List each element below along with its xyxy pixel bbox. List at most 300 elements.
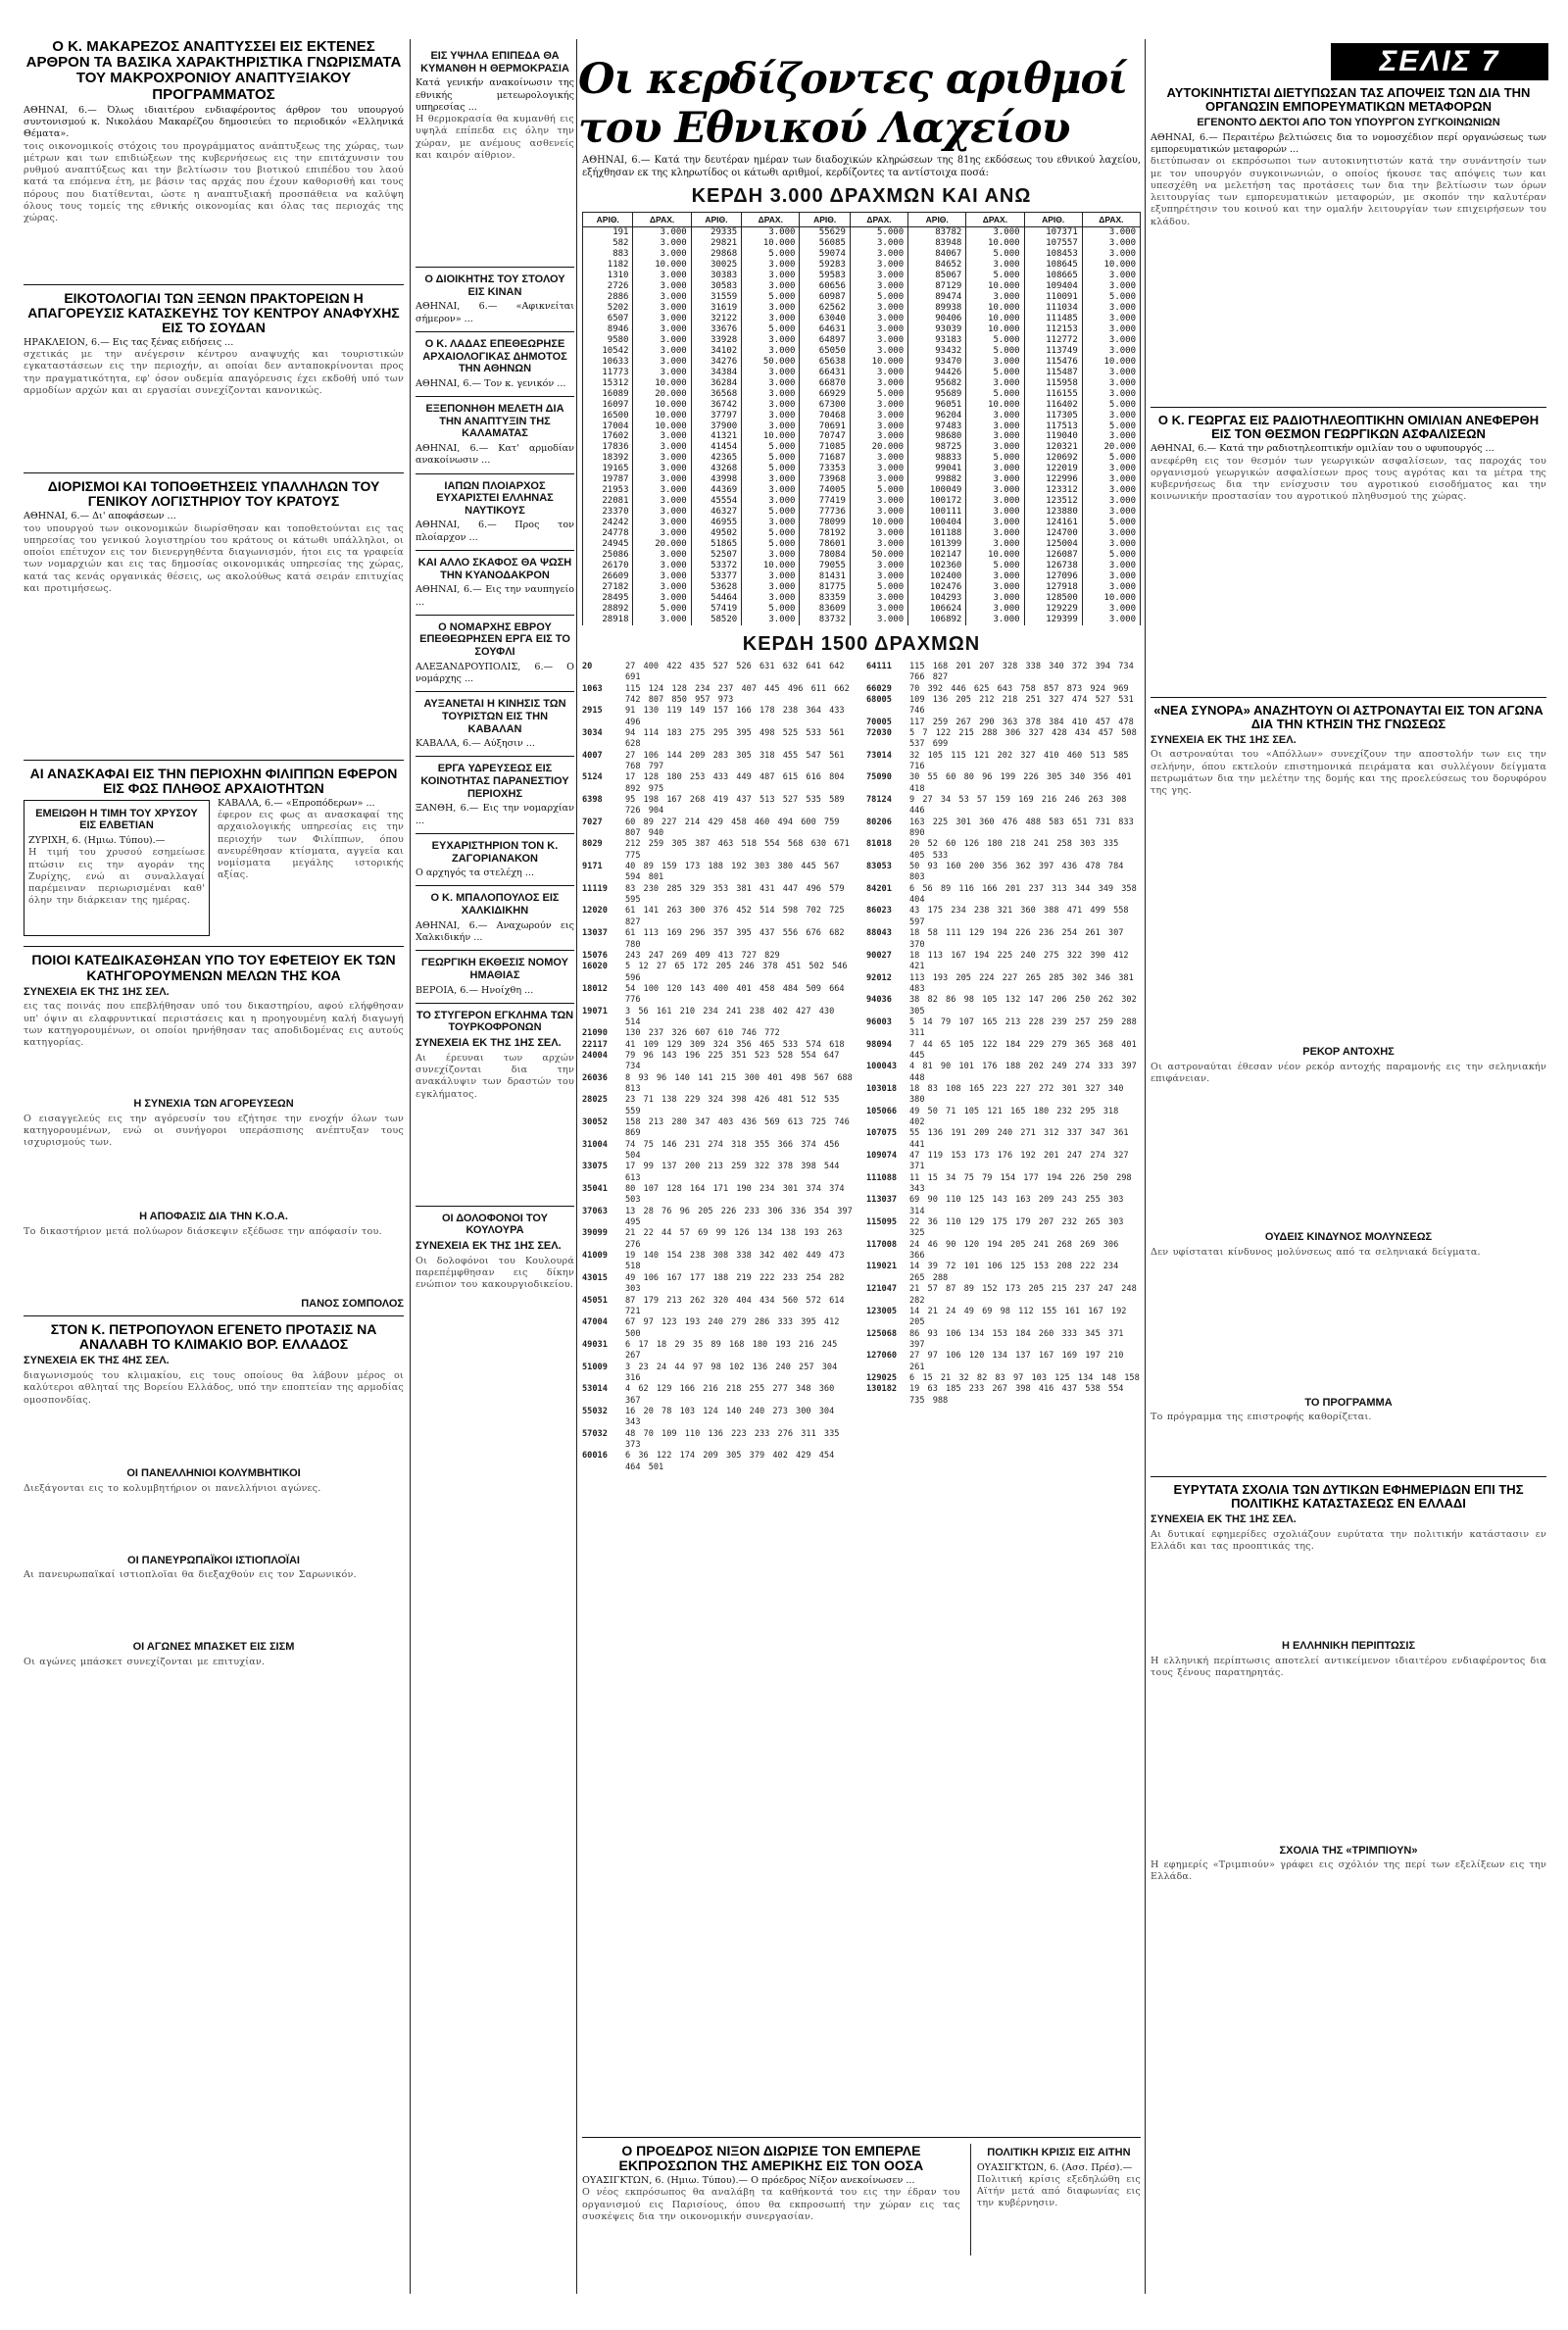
prize-amount: 3.000: [633, 431, 691, 442]
prize-group-key: 39099: [582, 1228, 608, 1239]
haiti-box: [970, 2144, 1141, 2256]
ticket-number: 56085: [800, 238, 850, 249]
prize-amount: 3.000: [742, 582, 800, 593]
prize-amount: 3.000: [633, 346, 691, 357]
prize-group-row: [866, 1151, 1141, 1173]
ticket-number: 102147: [908, 550, 966, 561]
ticket-number: 43998: [691, 474, 741, 485]
prize-group-numbers: 163 225 301 360 476 488 583 651 731 833 890: [909, 817, 1134, 839]
prize-amount: 3.000: [633, 357, 691, 368]
prize-group-numbers: 4 62 129 166 216 218 255 277 348 360 367: [625, 1384, 835, 1406]
divider: [416, 550, 574, 551]
article-text-sxolia-3: Η εφημερίς «Τριμπιούν» γράφει εις σχόλιόν της περί των εξελίξεων εις την Ελλάδα.: [1151, 1859, 1546, 1883]
prize-group-key: 123005: [866, 1306, 898, 1316]
ticket-number: 117513: [1024, 421, 1082, 432]
prize-group-row: [582, 1184, 857, 1207]
prize-amount: 10.000: [966, 238, 1024, 249]
prize-group-row: [582, 1162, 857, 1184]
ticket-number: 34102: [691, 346, 741, 357]
prize-amount: 3.000: [850, 271, 907, 281]
prize-group-key: 15076: [582, 950, 608, 961]
prize-group-key: 90027: [866, 950, 892, 961]
prize-amount: 3.000: [966, 507, 1024, 518]
prize-3000-title: ΚΕΡΔΗ 3.000 ΔΡΑΧΜΩΝ ΚΑΙ ΑΝΩ: [691, 185, 1032, 208]
prize-group-key: 70005: [866, 717, 892, 727]
ticket-number: 99882: [908, 474, 966, 485]
prize-group-numbers: 27 97 106 120 134 137 167 169 197 210 261: [909, 1351, 1124, 1372]
prize-amount: 10.000: [1082, 357, 1140, 368]
headline-sxolia: ΕΥΡΥΤΑΤΑ ΣΧΟΛΙΑ ΤΩΝ ΔΥΤΙΚΩΝ ΕΦΗΜΕΡΙΔΩΝ ΕΠΙ ΤΗΣ ΠΟΛΙΤΙΚΗΣ ΚΑΤΑΣΤΑΣΕΩΣ ΕΝ ΕΛΛΑΔΙ: [1173, 1482, 1524, 1512]
ticket-number: 71687: [800, 453, 850, 464]
prize-amount: 5.000: [966, 249, 1024, 260]
prize-group-row: [866, 1195, 1141, 1217]
prize-amount: 3.000: [850, 474, 907, 485]
ticket-number: 100111: [908, 507, 966, 518]
prize-amount: 5.000: [742, 453, 800, 464]
prize-group-row: [866, 1107, 1141, 1129]
prize-table-row: [583, 604, 1141, 615]
prize-table-header-cell: ΑΡΙΘ.: [583, 213, 633, 227]
ticket-number: 60987: [800, 292, 850, 303]
prize-table-row: [583, 485, 1141, 496]
prize-group-key: 81018: [866, 839, 892, 850]
ticket-number: 2886: [583, 292, 633, 303]
prize-amount: 3.000: [633, 281, 691, 292]
prize-group-numbers: 115 168 201 207 328 338 340 372 394 734 766 827: [909, 661, 1134, 683]
ticket-number: 120692: [1024, 453, 1082, 464]
headline-sudan: ΕΙΚΟΤΟΛΟΓΙΑΙ ΤΩΝ ΞΕΝΩΝ ΠΡΑΚΤΟΡΕΙΩΝ Η ΑΠΑΓΟΡΕΥΣΙΣ ΚΑΤΑΣΚΕΥΗΣ ΤΟΥ ΚΕΝΤΡΟΥ ΑΝΑΦΥΧΗΣ ΕΙΣ ΤΟ ΣΟΥΔΑΝ: [27, 289, 400, 335]
prize-amount: 50.000: [742, 357, 800, 368]
headline-makarezos: Ο Κ. ΜΑΚΑΡΕΖΟΣ ΑΝΑΠΤΥΣΣΕΙ ΕΙΣ ΕΚΤΕΝΕΣ ΑΡΘΡΟΝ ΤΑ ΒΑΣΙΚΑ ΧΑΡΑΚΤΗΡΙΣΤΙΚΑ ΓΝΩΡΙΣΜΑΤΑ ΤΟΥ ΜΑΚΡΟΧΡΟΝΙΟΥ ΑΝΑΠΤΥΞΙΑΚΟΥ ΠΡΟΓΡΑΜΜΑΤΟΣ: [25, 39, 402, 103]
prize-table-row: [583, 249, 1141, 260]
prize-amount: 3.000: [850, 496, 907, 507]
prize-amount: 10.000: [633, 421, 691, 432]
article-text-makarezos: τοις οικονομικοίς στόχοις του προγράμματος ανάπτυξεως της χώρας, των μέτρων και των επιδιώξεων της κυβερνήσεως εις την επιτάχυνσιν του ρυθμού αναπτύξεως και την βελτίωσιν του βιοτικού επιπέδου του λαού κατά τα επόμενα έτη, με βάσιν τας αρχάς που έχουν καθορισθή και τους πόρους που διατίθενται, ώστε η αναπτυξιακή προσπάθεια να καλύψη όλους τους τομείς της εθνικής οικονομίας και όλας τας περιοχάς της χώρας.: [24, 140, 404, 224]
ticket-number: 78084: [800, 550, 850, 561]
ticket-number: 102400: [908, 571, 966, 582]
ticket-number: 10542: [583, 346, 633, 357]
ticket-number: 116155: [1024, 389, 1082, 400]
prize-group-row: [866, 684, 1141, 695]
lead-kavala: ΚΑΒΑΛΑ, 6.— Αύξησιν ...: [416, 738, 535, 750]
ticket-number: 883: [583, 249, 633, 260]
prize-group-key: 16020: [582, 962, 608, 972]
egklima-continuation: ΣΥΝΕΧΕΙΑ ΕΚ ΤΗΣ 1ΗΣ ΣΕΛ.: [416, 1037, 562, 1050]
prize-group-row: [866, 718, 1141, 728]
prize-amount: 3.000: [1082, 389, 1140, 400]
prize-table-row: [583, 411, 1141, 421]
koa-sub-1: Η ΣΥΝΕΧΙΑ ΤΩΝ ΑΓΟΡΕΥΣΕΩΝ: [133, 1098, 294, 1111]
prize-group-key: 47004: [582, 1317, 608, 1328]
ticket-number: 43268: [691, 464, 741, 474]
ticket-number: 106892: [908, 615, 966, 625]
ticket-number: 78192: [800, 528, 850, 539]
prize-group-key: 24004: [582, 1050, 608, 1061]
prize-amount: 3.000: [633, 324, 691, 335]
prize-group-row: [866, 728, 1141, 751]
divider: [1151, 697, 1546, 698]
prize-amount: 5.000: [742, 604, 800, 615]
prize-table-row: [583, 335, 1141, 346]
prize-group-numbers: 79 96 143 196 225 351 523 528 554 647 734: [625, 1050, 840, 1072]
ticket-number: 33676: [691, 324, 741, 335]
ticket-number: 24778: [583, 528, 633, 539]
ticket-number: 37797: [691, 411, 741, 421]
prize-table-row: [583, 615, 1141, 625]
prize-amount: 3.000: [850, 464, 907, 474]
prize-amount: 10.000: [850, 518, 907, 528]
prize-group-numbers: 24 46 90 120 194 205 241 268 269 306 366: [909, 1239, 1119, 1262]
prize-1500-title: ΚΕΡΔΗ 1500 ΔΡΑΧΜΩΝ: [742, 632, 981, 655]
lottery-intro: ΑΘΗΝΑΙ, 6.— Κατά την δευτέραν ημέραν των διαδοχικών κληρώσεων της 81ης εκδόσεως του εθνικού λαχείου, εξήχθησαν εκ της κληρωτίδος οι κάτωθι αριθμοί, κερδίζοντες τα αντίστοιχα ποσά:: [582, 155, 1141, 178]
ticket-number: 106624: [908, 604, 966, 615]
prize-group-numbers: 48 70 109 110 136 223 233 276 311 335 373: [625, 1428, 840, 1450]
prize-amount: 3.000: [850, 260, 907, 271]
prize-group-row: [582, 1051, 857, 1073]
prize-amount: 5.000: [850, 582, 907, 593]
prize-amount: 3.000: [966, 518, 1024, 528]
prize-group-row: [866, 1351, 1141, 1373]
prize-group-key: 35041: [582, 1184, 608, 1195]
prize-amount: 10.000: [966, 314, 1024, 324]
prize-table-row: [583, 593, 1141, 604]
lead-thermokrasia: Κατά γενικήν ανακοίνωσιν της εθνικής μετεωρολογικής υπηρεσίας ...: [416, 77, 574, 113]
divider: [582, 2137, 1141, 2138]
prize-group-numbers: 70 392 446 625 643 758 857 873 924 969: [909, 683, 1129, 694]
prize-amount: 3.000: [633, 442, 691, 453]
prize-group-numbers: 115 124 128 234 237 407 445 496 611 662 742 807 850 957 973: [625, 683, 850, 705]
prize-amount: 3.000: [742, 227, 800, 238]
ticket-number: 108665: [1024, 271, 1082, 281]
prize-amount: 3.000: [966, 571, 1024, 582]
ticket-number: 93470: [908, 357, 966, 368]
prize-group-row: [582, 772, 857, 795]
prize-group-numbers: 19 63 185 233 267 398 416 437 538 554 735 988: [909, 1384, 1124, 1406]
ticket-number: 32122: [691, 314, 741, 324]
prize-amount: 5.000: [966, 453, 1024, 464]
prize-amount: 5.000: [850, 389, 907, 400]
petropoulos-sub-3: ΟΙ ΑΓΩΝΕΣ ΜΠΑΣΚΕΤ ΕΙΣ ΣΙΣΜ: [132, 1641, 295, 1654]
prize-table-header: [583, 213, 1141, 227]
prize-amount: 3.000: [850, 593, 907, 604]
ticket-number: 78099: [800, 518, 850, 528]
prize-amount: 10.000: [966, 550, 1024, 561]
ticket-number: 83609: [800, 604, 850, 615]
prize-amount: 3.000: [850, 539, 907, 550]
ticket-number: 97483: [908, 421, 966, 432]
headline-autokinistai: ΑΥΤΟΚΙΝΗΤΙΣΤΑΙ ΔΙΕΤΥΠΩΣΑΝ ΤΑΣ ΑΠΟΨΕΙΣ ΤΩΝ ΔΙΑ ΤΗΝ ΟΡΓΑΝΩΣΙΝ ΕΜΠΟΡΕΥΜΑΤΙΚΩΝ ΜΕΤΑΦΟΡΩΝ: [1166, 86, 1531, 115]
prize-table-header-cell: ΑΡΙΘ.: [691, 213, 741, 227]
ticket-number: 55629: [800, 227, 850, 238]
ticket-number: 8946: [583, 324, 633, 335]
ticket-number: 123312: [1024, 485, 1082, 496]
ticket-number: 70468: [800, 411, 850, 421]
prize-group-numbers: 13 28 76 96 205 226 233 306 336 354 397 495: [625, 1206, 853, 1228]
prize-group-row: [866, 839, 1141, 862]
prize-amount: 3.000: [966, 539, 1024, 550]
prize-amount: 3.000: [1082, 528, 1140, 539]
ticket-number: 78601: [800, 539, 850, 550]
divider: [416, 396, 574, 397]
prize-table: [582, 212, 1141, 625]
prize-table-row: [583, 496, 1141, 507]
prize-table-row: [583, 357, 1141, 368]
headline-balopoulos: Ο Κ. ΜΠΑΛΟΠΟΥΛΟΣ ΕΙΣ ΧΑΛΚΙΔΙΚΗΝ: [430, 892, 560, 917]
ticket-number: 122019: [1024, 464, 1082, 474]
sxolia-sub-1: Η ΕΛΛΗΝΙΚΗ ΠΕΡΙΠΤΩΣΙΣ: [1281, 1639, 1416, 1652]
prize-table-row: [583, 464, 1141, 474]
prize-group-row: [866, 662, 1141, 684]
ticket-number: 51865: [691, 539, 741, 550]
prize-amount: 3.000: [1082, 303, 1140, 314]
ticket-number: 104293: [908, 593, 966, 604]
prize-amount: 3.000: [966, 485, 1024, 496]
divider: [416, 833, 574, 834]
prize-group-numbers: 158 213 280 347 403 436 569 613 725 746 869: [625, 1117, 850, 1139]
prize-group-row: [582, 706, 857, 728]
ticket-number: 62562: [800, 303, 850, 314]
prize-amount: 3.000: [633, 571, 691, 582]
headline-thermokrasia: ΕΙΣ ΥΨΗΛΑ ΕΠΙΠΕΔΑ ΘΑ ΚΥΜΑΝΘΗ Η ΘΕΡΜΟΚΡΑΣΙΑ: [420, 50, 569, 74]
nixon-row: [582, 2144, 1141, 2256]
ticket-number: 30583: [691, 281, 741, 292]
prize-amount: 3.000: [1082, 378, 1140, 389]
prize-group-numbers: 49 106 167 177 188 219 222 233 254 282 303: [625, 1272, 845, 1295]
prize-group-numbers: 50 93 160 200 356 362 397 436 478 784 803: [909, 862, 1124, 883]
prize-group-numbers: 20 52 60 126 180 218 241 258 303 335 405 533: [909, 839, 1119, 861]
prize-group-numbers: 5 7 122 215 288 306 327 428 434 457 508 537 699: [909, 727, 1137, 750]
prize-amount: 10.000: [850, 357, 907, 368]
article-text-egklima: Αι έρευναι των αρχών συνεχίζονται δια την ανακάλυψιν των δραστών του εγκλήματος.: [416, 1052, 574, 1100]
ticket-number: 126738: [1024, 561, 1082, 571]
prize-amount: 3.000: [966, 528, 1024, 539]
ticket-number: 112153: [1024, 324, 1082, 335]
prize-amount: 5.000: [850, 227, 907, 238]
prize-amount: 3.000: [742, 474, 800, 485]
prize-amount: 5.000: [742, 507, 800, 518]
prize-amount: 3.000: [633, 528, 691, 539]
ticket-number: 64631: [800, 324, 850, 335]
prize-amount: 10.000: [633, 411, 691, 421]
divider: [24, 472, 404, 473]
ticket-number: 101188: [908, 528, 966, 539]
divider: [416, 267, 574, 268]
divider: [1151, 1476, 1546, 1477]
ticket-number: 16089: [583, 389, 633, 400]
prize-group-row: [582, 1040, 857, 1051]
ticket-number: 112772: [1024, 335, 1082, 346]
prize-amount: 5.000: [966, 368, 1024, 378]
prize-table-row: [583, 518, 1141, 528]
prize-amount: 3.000: [850, 324, 907, 335]
ticket-number: 127918: [1024, 582, 1082, 593]
headline-egklima: ΤΟ ΣΤΥΓΕΡΟΝ ΕΓΚΛΗΜΑ ΤΩΝ ΤΟΥΡΚΟΦΡΟΝΩΝ: [416, 1009, 574, 1034]
article-text-sudan: σχετικάς με την ανέγερσιν κέντρου αναψυχής και τουριστικών εγκαταστάσεων εις την περιοχήν, αι οποίαι δεν ανταποκρίνονται προς την πραγματικότητα, εφ' όσον ουδεμία απαγόρευσις έχει εκδοθή υπό των αρμοδίων αρχών και αι εργασίαι συνεχίζονται κανονικώς.: [24, 349, 404, 396]
prize-table-row: [583, 271, 1141, 281]
divider: [416, 885, 574, 886]
prize-group-numbers: 43 175 234 238 321 360 388 471 499 558 597: [909, 906, 1129, 927]
prize-group-numbers: 117 259 267 290 363 378 384 410 457 478: [909, 717, 1134, 727]
gold-box-text: Η τιμή του χρυσού εσημείωσε πτώσιν εις την αγοράν της Ζυρίχης, ενώ αι συναλλαγαί παρέμειναν περιωρισμέναι καθ' όλην την διάρκειαν της ημέρας.: [28, 847, 205, 907]
prize-amount: 3.000: [633, 593, 691, 604]
prize-group-key: 98094: [866, 1039, 892, 1050]
ticket-number: 49502: [691, 528, 741, 539]
ticket-number: 111485: [1024, 314, 1082, 324]
ticket-number: 10633: [583, 357, 633, 368]
prize-group-row: [866, 1262, 1141, 1284]
divider: [416, 1206, 574, 1207]
prize-group-key: 127060: [866, 1351, 898, 1362]
divider: [416, 1003, 574, 1004]
prize-table-row: [583, 421, 1141, 432]
article-text-petropoulos-4: Οι αγώνες μπάσκετ συνεχίζονται με επιτυχίαν.: [24, 1656, 266, 1667]
ticket-number: 79055: [800, 561, 850, 571]
ticket-number: 115487: [1024, 368, 1082, 378]
ticket-number: 28495: [583, 593, 633, 604]
prize-table-header-cell: ΔΡΑΧ.: [633, 213, 691, 227]
prize-amount: 3.000: [850, 507, 907, 518]
ticket-number: 108645: [1024, 260, 1082, 271]
ticket-number: 60656: [800, 281, 850, 292]
prize-amount: 3.000: [742, 496, 800, 507]
prize-table-row: [583, 453, 1141, 464]
ticket-number: 53628: [691, 582, 741, 593]
ticket-number: 582: [583, 238, 633, 249]
prize-amount: 3.000: [1082, 324, 1140, 335]
headline-ekthesis: ΓΕΩΡΓΙΚΗ ΕΚΘΕΣΙΣ ΝΟΜΟΥ ΗΜΑΘΙΑΣ: [421, 957, 568, 981]
prize-group-numbers: 67 97 123 193 240 279 286 333 395 412 500: [625, 1317, 840, 1339]
prize-group-numbers: 47 119 153 173 176 192 201 247 274 327 371: [909, 1151, 1129, 1172]
prize-group-key: 84201: [866, 883, 892, 894]
prize-amount: 3.000: [1082, 271, 1140, 281]
prize-group-key: 51009: [582, 1362, 608, 1372]
prize-group-key: 75090: [866, 772, 892, 783]
headline-georgas: Ο Κ. ΓΕΩΡΓΑΣ ΕΙΣ ΡΑΔΙΟΤΗΛΕΟΠΤΙΚΗΝ ΟΜΙΛΙΑΝ ΑΝΕΦΕΡΘΗ ΕΙΣ ΤΟΝ ΘΕΣΜΟΝ ΓΕΩΡΓΙΚΩΝ ΑΣΦΑΛΙΣΕΩΝ: [1157, 413, 1540, 442]
prize-amount: 3.000: [966, 421, 1024, 432]
gold-box: [24, 796, 210, 941]
headline-evros: Ο ΝΟΜΑΡΧΗΣ ΕΒΡΟΥ ΕΠΕΘΕΩΡΗΣΕΝ ΕΡΓΑ ΕΙΣ ΤΟ ΣΟΥΦΛΙ: [419, 620, 570, 659]
ticket-number: 59283: [800, 260, 850, 271]
prize-table-header-cell: ΑΡΙΘ.: [800, 213, 850, 227]
ticket-number: 125004: [1024, 539, 1082, 550]
divider: [24, 946, 404, 947]
prize-table-header-cell: ΔΡΑΧ.: [966, 213, 1024, 227]
prize-group-numbers: 18 58 111 129 194 226 236 254 261 307 370: [909, 928, 1124, 950]
prize-amount: 3.000: [1082, 431, 1140, 442]
sub-autokinistai: ΕΓΕΝΟΝΤΟ ΔΕΚΤΟΙ ΑΠΟ ΤΟΝ ΥΠΟΥΡΓΟΝ ΣΥΓΚΟΙΝΩΝΙΩΝ: [1197, 117, 1500, 129]
ticket-number: 83732: [800, 615, 850, 625]
prize-group-numbers: 18 83 108 165 223 227 272 301 327 340 380: [909, 1083, 1124, 1106]
prize-group-numbers: 87 179 213 262 320 404 434 560 572 614 721: [625, 1295, 845, 1316]
prize-group-key: 6398: [582, 795, 603, 806]
prize-group-row: [582, 1251, 857, 1273]
ticket-number: 77419: [800, 496, 850, 507]
prize-table-header-cell: ΔΡΑΧ.: [742, 213, 800, 227]
prize-group-key: 125068: [866, 1328, 898, 1339]
prize-amount: 3.000: [1082, 582, 1140, 593]
prize-amount: 3.000: [633, 238, 691, 249]
prize-group-key: 119021: [866, 1262, 898, 1272]
prize-group-numbers: 5 14 79 107 165 213 228 239 257 259 288 311: [909, 1016, 1137, 1039]
prize-group-numbers: 243 247 269 409 413 727 829: [625, 950, 780, 961]
prize-group-key: 109074: [866, 1151, 898, 1162]
prize-group-row: [582, 1317, 857, 1340]
headline-diorismoi: ΔΙΟΡΙΣΜΟΙ ΚΑΙ ΤΟΠΟΘΕΤΗΣΕΙΣ ΥΠΑΛΛΗΛΩΝ ΤΟΥ ΓΕΝΙΚΟΥ ΛΟΓΙΣΤΗΡΙΟΥ ΤΟΥ ΚΡΑΤΟΥΣ: [47, 478, 380, 510]
prize-amount: 20.000: [1082, 442, 1140, 453]
ticket-number: 81431: [800, 571, 850, 582]
prize-group-numbers: 3 56 161 210 234 241 238 402 427 430 514: [625, 1006, 835, 1027]
prize-group-key: 66029: [866, 683, 892, 694]
prize-group-key: 20: [582, 661, 593, 671]
prize-group-row: [582, 1451, 857, 1473]
ticket-number: 66929: [800, 389, 850, 400]
divider: [1151, 407, 1546, 408]
prize-amount: 5.000: [966, 271, 1024, 281]
prize-amount: 3.000: [966, 593, 1024, 604]
headline-nixon: Ο ΠΡΟΕΔΡΟΣ ΝΙΞΟΝ ΔΙΩΡΙΣΕ ΤΟΝ ΕΜΠΕΡΛΕ ΕΚΠΡΟΣΩΠΟΝ ΤΗΣ ΑΜΕΡΙΚΗΣ ΕΙΣ ΤΟΝ ΟΟΣΑ: [618, 2143, 924, 2174]
prize-group-key: 64111: [866, 661, 892, 671]
headline-kalamata: ΕΞΕΠΟΝΗΘΗ ΜΕΛΕΤΗ ΔΙΑ ΤΗΝ ΑΝΑΠΤΥΞΙΝ ΤΗΣ ΚΑΛΑΜΑΤΑΣ: [425, 403, 564, 440]
prize-group-numbers: 30 55 60 80 96 199 226 305 340 356 401 418: [909, 772, 1132, 794]
prize-amount: 3.000: [742, 378, 800, 389]
anaskafai-body: [24, 796, 404, 941]
ticket-number: 28892: [583, 604, 633, 615]
prize-amount: 3.000: [1082, 238, 1140, 249]
ticket-number: 123880: [1024, 507, 1082, 518]
prize-amount: 3.000: [1082, 227, 1140, 238]
article-text-diorismoi: του υπουργού των οικονομικών διωρίσθησαν και τοποθετούνται εις τας υπηρεσίας του γενικού λογιστηρίου του κράτους οι κάτωθι υπάλληλοι, οι οποίοι επέτυχον εις τον διενεργηθέντα διαγωνισμόν, ήτοι εις τα γραφεία των νομαρχιών και εις τας δημοσίας οικονομικάς υπηρεσίας της χώρας, κατά τας κενάς οργανικάς θέσεις, ως ακολούθως κατά σειράν επιτυχίας και προτιμήσεως.: [24, 522, 404, 594]
ticket-number: 102360: [908, 561, 966, 571]
ticket-number: 26170: [583, 561, 633, 571]
prize-amount: 3.000: [850, 615, 907, 625]
prize-amount: 3.000: [742, 518, 800, 528]
article-text-koa-3: Το δικαστήριον μετά πολύωρον διάσκεψιν εξέδωσε την απόφασίν του.: [24, 1225, 382, 1237]
prize-group-numbers: 3 23 24 44 97 98 102 136 240 257 304 316: [625, 1362, 838, 1383]
prize-group-row: [582, 1117, 857, 1140]
petropoulos-continuation: ΣΥΝΕΧΕΙΑ ΕΚ ΤΗΣ 4ΗΣ ΣΕΛ.: [24, 1355, 170, 1367]
prize-amount: 3.000: [633, 582, 691, 593]
prize-amount: 20.000: [850, 442, 907, 453]
prize-group-numbers: 21 22 44 57 69 99 126 134 138 193 263 276: [625, 1228, 843, 1250]
prize-group-row: [866, 1084, 1141, 1107]
lead-iapon: ΑΘΗΝΑΙ, 6.— Προς τον πλοίαρχον ...: [416, 520, 574, 543]
article-text-petropoulos-1: διαγωνισμούς του κλιμακίου, εις τους οποίους θα λάβουν μέρος οι καλύτεροι αθληταί της Βορείου Ελλάδος, υπό την εποπτείαν της αρμοδίας ομοσπονδίας.: [24, 1370, 404, 1406]
ticket-number: 74005: [800, 485, 850, 496]
prize-group-key: 21090: [582, 1028, 608, 1039]
ticket-number: 45554: [691, 496, 741, 507]
prize-group-row: [866, 1173, 1141, 1196]
prize-group-key: 7027: [582, 817, 603, 827]
prize-table-body: [583, 227, 1141, 625]
ticket-number: 108453: [1024, 249, 1082, 260]
prize-group-key: 41009: [582, 1251, 608, 1262]
ticket-number: 87129: [908, 281, 966, 292]
prize-amount: 3.000: [633, 464, 691, 474]
article-text-astronautai-4: Το πρόγραμμα της επιστροφής καθορίζεται.: [1151, 1412, 1372, 1423]
ticket-number: 93432: [908, 346, 966, 357]
ticket-number: 98680: [908, 431, 966, 442]
ticket-number: 41321: [691, 431, 741, 442]
prize-amount: 5.000: [1082, 400, 1140, 411]
prize-group-numbers: 61 141 263 300 376 452 514 598 702 725 827: [625, 906, 845, 927]
column-rule: [1145, 39, 1146, 2294]
prize-group-key: 30052: [582, 1117, 608, 1127]
prize-amount: 3.000: [850, 431, 907, 442]
ticket-number: 71085: [800, 442, 850, 453]
prize-group-numbers: 6 36 122 174 209 305 379 402 429 454 464 501: [625, 1451, 835, 1472]
prize-group-numbers: 4 81 90 101 176 188 202 249 274 333 397 448: [909, 1062, 1137, 1083]
prize-group-numbers: 17 128 180 253 433 449 487 615 616 804 892 975: [625, 772, 845, 794]
